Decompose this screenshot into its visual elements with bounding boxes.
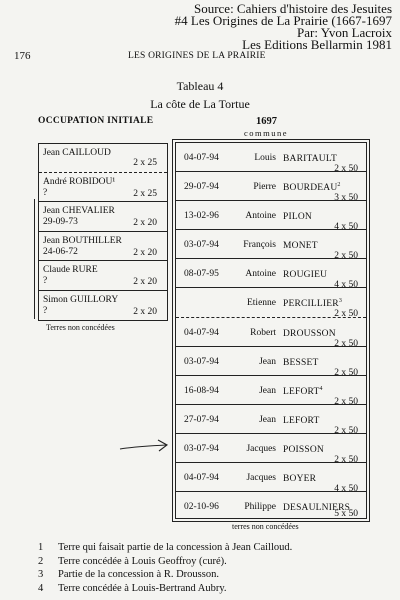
right-row xyxy=(176,201,366,230)
right-row-date: 04-07-94 xyxy=(184,153,219,163)
left-row-name: André ROBIDOU¹ xyxy=(43,177,116,187)
left-row-size: 2 x 25 xyxy=(133,189,157,199)
right-row-last-name: PERCILLIER$^3$ xyxy=(283,298,343,310)
right-row-last-name: BESSET xyxy=(283,358,319,369)
right-row-size: 2 x 50 xyxy=(334,455,358,465)
right-row-first-name: Jean xyxy=(259,415,276,425)
right-row xyxy=(176,492,366,518)
right-row-size: 2 x 50 xyxy=(334,251,358,261)
right-row-date: 03-07-94 xyxy=(184,444,219,454)
right-row-date: 13-02-96 xyxy=(184,211,219,221)
right-row-size: 4 x 50 xyxy=(334,280,358,290)
right-row-size: 2 x 50 xyxy=(334,368,358,378)
right-table xyxy=(175,142,367,519)
right-row-first-name: Louis xyxy=(254,153,276,163)
left-row-date: 29-09-73 xyxy=(43,217,78,227)
right-table-footer: terres non concédées xyxy=(232,522,299,531)
right-row-size: 2 x 50 xyxy=(334,339,358,349)
right-row-first-name: Robert xyxy=(250,328,276,338)
right-row-size: 2 x 50 xyxy=(334,397,358,407)
footnote: 3 Partie de la concession à R. Drousson. xyxy=(38,569,219,580)
right-row-last-name: LEFORT$^4$ xyxy=(283,386,323,398)
left-row xyxy=(39,291,167,320)
right-row xyxy=(176,143,366,172)
left-row-size: 2 x 20 xyxy=(133,218,157,228)
right-row-last-name: BOURDEAU$^2$ xyxy=(283,182,341,194)
left-row xyxy=(39,144,167,173)
right-row-date: 02-10-96 xyxy=(184,502,219,512)
right-row-date: 29-07-94 xyxy=(184,182,219,192)
right-row-date: 03-07-94 xyxy=(184,240,219,250)
right-row-first-name: Philippe xyxy=(244,502,276,512)
right-row xyxy=(176,405,366,434)
right-row-first-name: Jacques xyxy=(246,473,276,483)
left-row xyxy=(39,173,167,202)
right-row-size: 4 x 50 xyxy=(334,222,358,232)
left-row-name: Simon GUILLORY xyxy=(43,295,119,305)
left-row xyxy=(39,261,167,291)
left-column-header: OCCUPATION INITIALE xyxy=(38,116,154,126)
page-number: 176 xyxy=(14,50,31,62)
right-column-subheader: commune xyxy=(244,128,289,138)
footnote: 4 Terre concédée à Louis-Bertrand Aubry. xyxy=(38,582,227,594)
right-column-year: 1697 xyxy=(256,116,277,127)
left-row-date: 24-06-72 xyxy=(43,247,78,257)
left-row-size: 2 x 20 xyxy=(133,248,157,258)
right-row-date: 03-07-94 xyxy=(184,357,219,367)
right-row-last-name: DESAULNIERS xyxy=(283,503,351,514)
right-row xyxy=(176,259,366,288)
right-row-last-name: PILON xyxy=(283,212,312,223)
source-note-line-3: Par: Yvon Lacroix xyxy=(297,25,392,40)
right-row-first-name: Antoine xyxy=(245,211,276,221)
right-row-last-name: BOYER xyxy=(283,474,317,485)
source-note-line-2: #4 Les Origines de La Prairie (1667-1697 xyxy=(174,13,392,28)
right-row-size: 4 x 50 xyxy=(334,484,358,494)
left-row-size: 2 x 20 xyxy=(133,277,157,287)
right-row-size: 2 x 50 xyxy=(334,164,358,174)
running-head: LES ORIGINES DE LA PRAIRIE xyxy=(128,51,266,61)
left-row-size: 2 x 25 xyxy=(133,158,157,168)
right-row-size: 2 x 50 xyxy=(334,426,358,436)
right-row-size: 2 x 50 xyxy=(334,309,358,319)
left-row xyxy=(39,232,167,261)
right-row xyxy=(176,318,366,347)
right-row-first-name: Jacques xyxy=(246,444,276,454)
right-row-first-name: Etienne xyxy=(246,298,276,308)
right-row-last-name: MONET xyxy=(283,241,318,252)
right-row xyxy=(176,434,366,463)
left-row-name: Jean BOUTHILLER xyxy=(43,236,122,246)
right-row-date: 27-07-94 xyxy=(184,415,219,425)
left-row-name: Claude RURE xyxy=(43,265,98,275)
right-row-date: 04-07-94 xyxy=(184,473,219,483)
left-table xyxy=(38,143,168,321)
left-row-size: 2 x 20 xyxy=(133,307,157,317)
source-note-line-1: Source: Cahiers d'histoire des Jesuites xyxy=(193,1,392,16)
footnote: 2 Terre concédée à Louis Geoffroy (curé). xyxy=(38,555,227,567)
source-note-line-4: Les Editions Bellarmin 1981 xyxy=(242,37,392,52)
right-row-date: 08-07-95 xyxy=(184,269,219,279)
right-row xyxy=(176,347,366,376)
footnote: 1 Terre qui faisait partie de la concession à Jean Cailloud. xyxy=(38,542,293,553)
left-row-date: ? xyxy=(43,276,48,286)
right-row-last-name: POISSON xyxy=(283,445,324,456)
left-table-footer: Terres non concédées xyxy=(46,323,115,332)
right-row-last-name: DROUSSON xyxy=(283,329,336,340)
right-row-date: 16-08-94 xyxy=(184,386,219,396)
footnotes xyxy=(38,541,292,595)
right-row-last-name: LEFORT xyxy=(283,416,320,427)
right-row-size: 5 x 50 xyxy=(334,509,358,519)
right-row-first-name: Antoine xyxy=(245,269,276,279)
right-row-first-name: François xyxy=(243,240,276,250)
table-subtitle: La côte de La Tortue xyxy=(150,97,250,111)
table-title: Tableau 4 xyxy=(176,79,224,93)
right-row xyxy=(176,376,366,405)
left-row xyxy=(39,202,167,232)
right-row-date: 04-07-94 xyxy=(184,328,219,338)
left-row-date: ? xyxy=(43,306,48,316)
right-row xyxy=(176,230,366,259)
right-row xyxy=(176,463,366,492)
right-row xyxy=(176,288,366,318)
left-row-name: Jean CHEVALIER xyxy=(43,206,115,216)
right-row-last-name: ROUGIEU xyxy=(283,270,328,281)
left-row-name: Jean CAILLOUD xyxy=(43,148,111,158)
arrow-icon xyxy=(118,439,170,455)
right-row-first-name: Jean xyxy=(259,386,276,396)
right-row-first-name: Pierre xyxy=(253,182,276,192)
right-row-last-name: BARITAULT xyxy=(283,154,337,165)
left-row-date: ? xyxy=(43,188,48,198)
right-row-first-name: Jean xyxy=(259,357,276,367)
right-row-size: 3 x 50 xyxy=(334,193,358,203)
right-row xyxy=(176,172,366,201)
